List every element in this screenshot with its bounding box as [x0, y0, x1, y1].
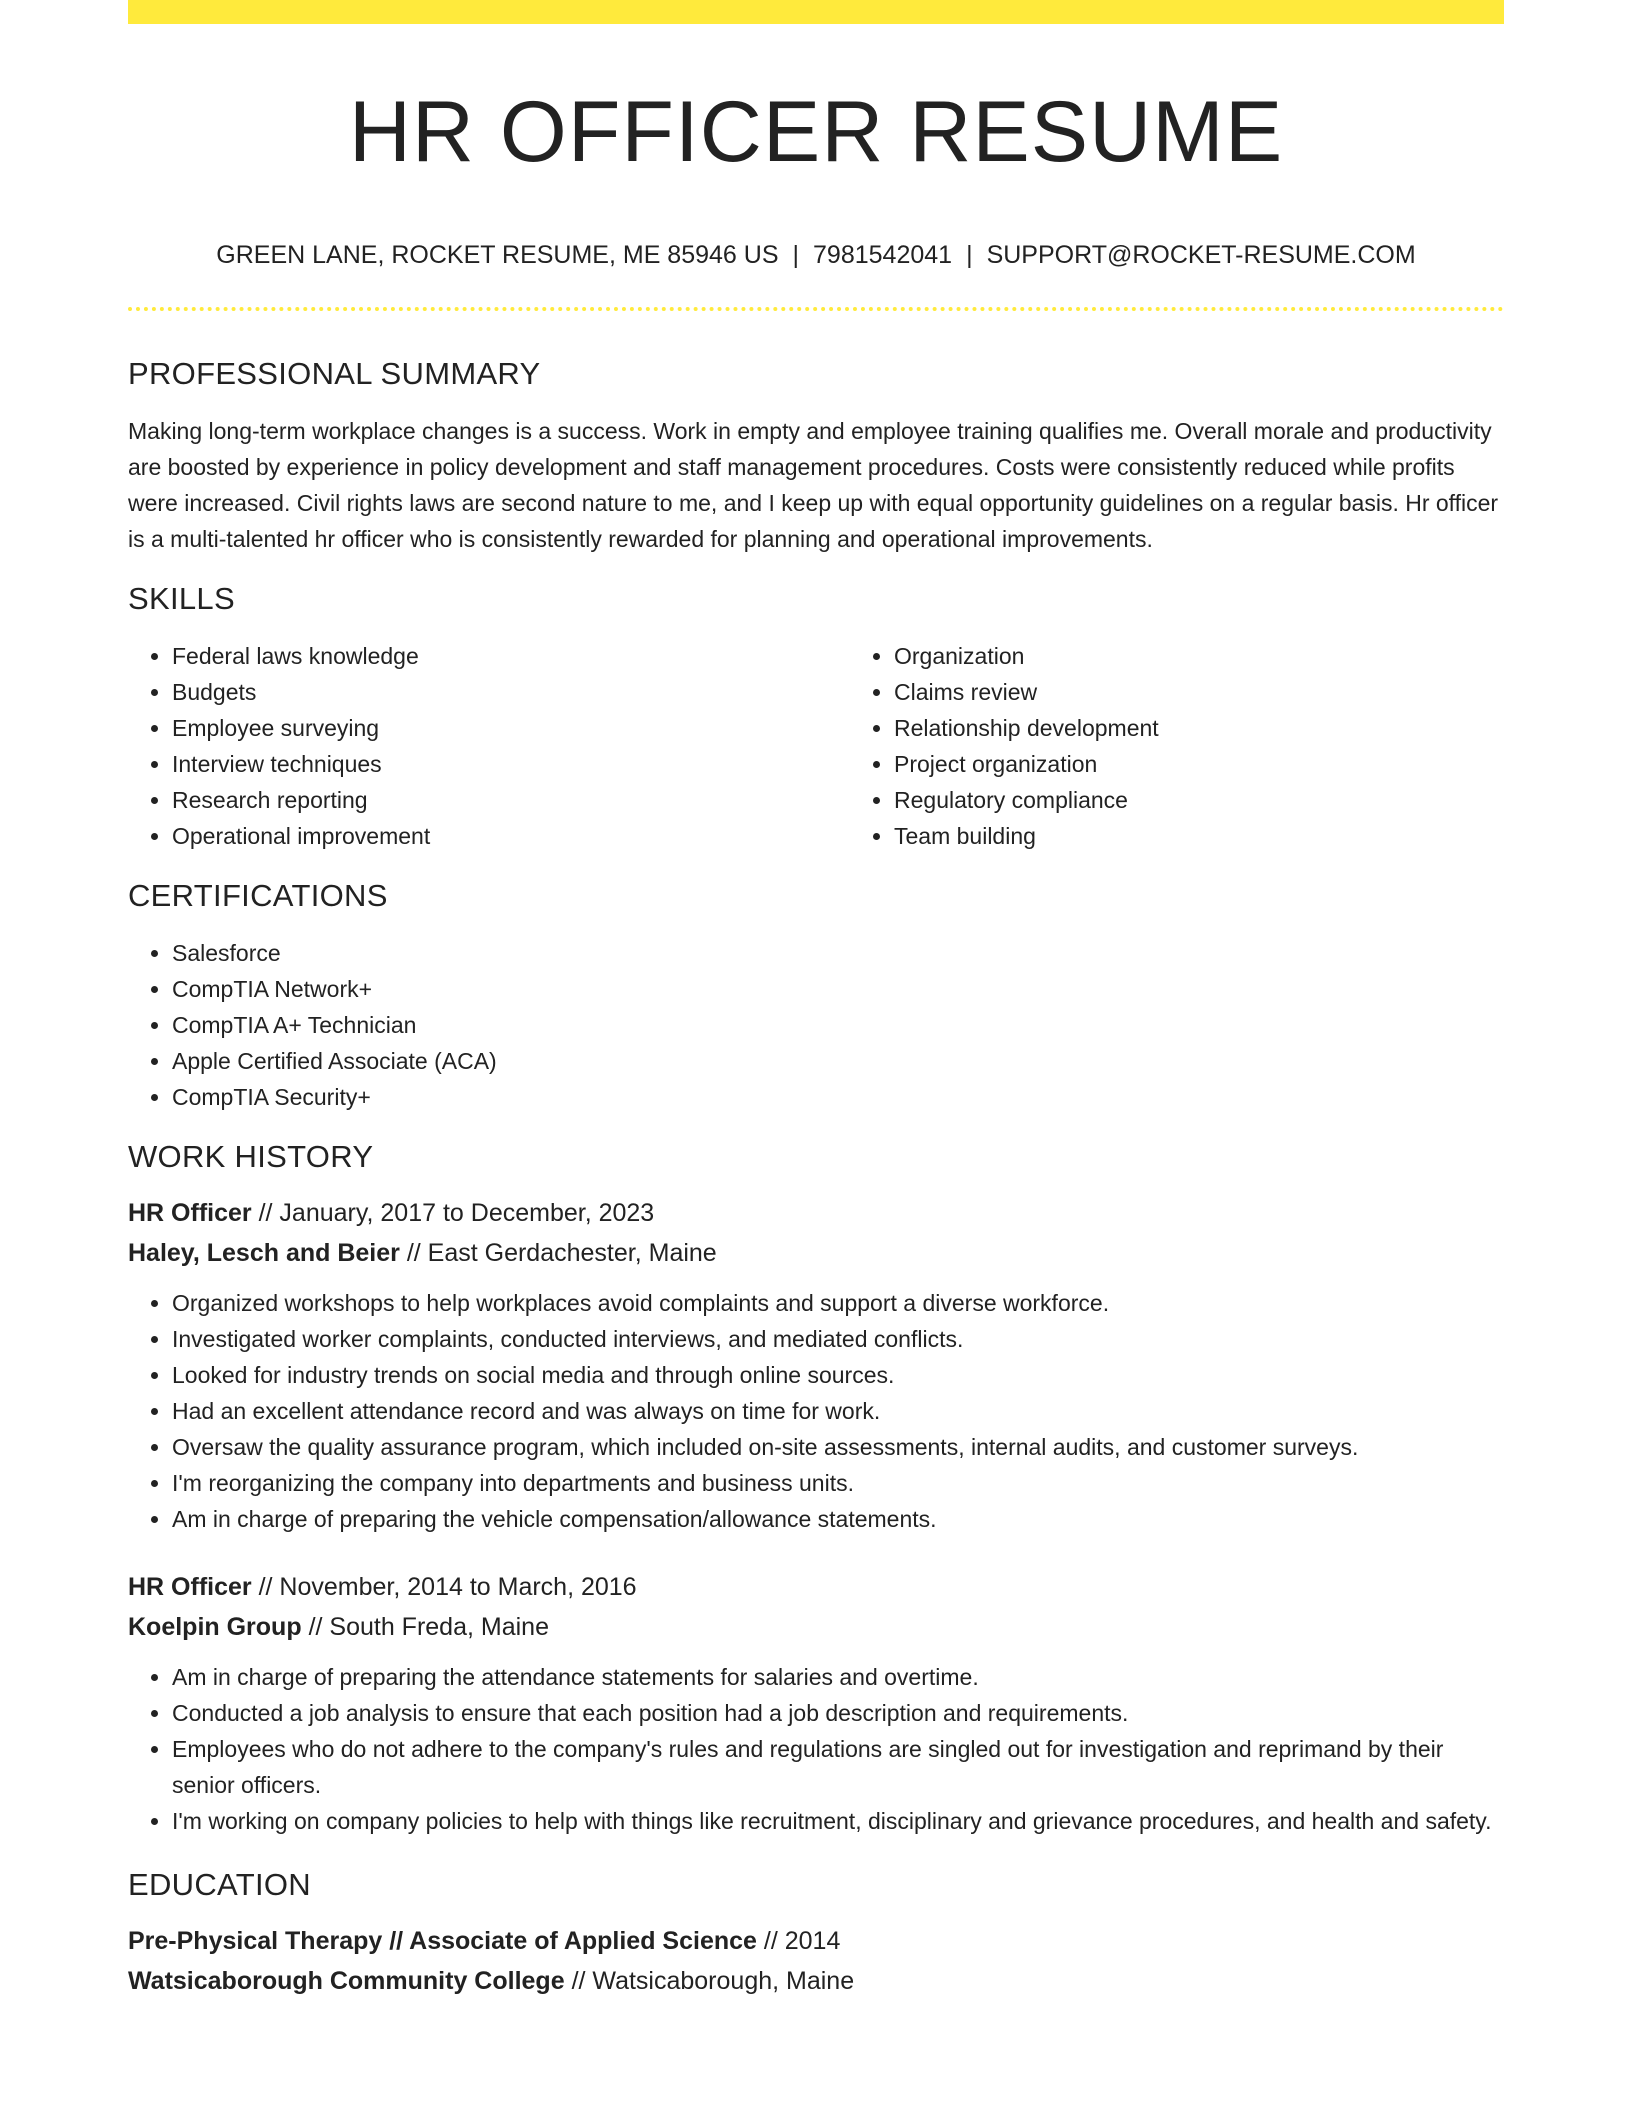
- education-degree-line: [128, 1921, 1504, 1961]
- certification-item: • CompTIA Network+: [172, 971, 1504, 1007]
- skill-item: • Claims review: [894, 674, 1572, 710]
- job-bullet: • Oversaw the quality assurance program, which included on-site assessments, internal audits, and customer surveys.: [172, 1429, 1504, 1465]
- job-location: // East Gerdachester, Maine: [406, 1239, 717, 1267]
- contact-line: [128, 238, 1504, 272]
- skill-item: • Project organization: [894, 746, 1572, 782]
- job-bullets: [128, 1659, 1504, 1839]
- dotted-divider: [128, 307, 1504, 311]
- skill-item: • Research reporting: [172, 782, 850, 818]
- education-school-line: [128, 1961, 1504, 2001]
- education-school: Watsicaborough Community College: [128, 1967, 565, 1995]
- skills-columns: [128, 638, 1504, 854]
- summary-heading: PROFESSIONAL SUMMARY: [128, 356, 541, 391]
- top-accent-bar: [128, 0, 1504, 24]
- job-company: Koelpin Group: [128, 1613, 302, 1641]
- page-title: HR OFFICER RESUME: [348, 84, 1284, 180]
- contact-separator: |: [792, 241, 800, 269]
- job-entry: [128, 1567, 1504, 1839]
- skills-list-right: [850, 638, 1572, 854]
- resume-content: [128, 352, 1504, 2001]
- job-bullet: • Had an excellent attendance record and was always on time for work.: [172, 1393, 1504, 1429]
- job-title-line: [128, 1193, 1504, 1233]
- job-bullet: • Conducted a job analysis to ensure that each position had a job description and requirements.: [172, 1695, 1504, 1731]
- education-heading: EDUCATION: [128, 1867, 311, 1902]
- job-company: Haley, Lesch and Beier: [128, 1239, 400, 1267]
- skill-item: • Interview techniques: [172, 746, 850, 782]
- address-text: GREEN LANE, ROCKET RESUME, ME 85946 US: [216, 241, 779, 269]
- job-bullet: • Am in charge of preparing the vehicle compensation/allowance statements.: [172, 1501, 1504, 1537]
- job-title: HR Officer: [128, 1199, 252, 1227]
- job-company-line: [128, 1607, 1504, 1647]
- skill-item: • Relationship development: [894, 710, 1572, 746]
- skill-item: • Budgets: [172, 674, 850, 710]
- skill-item: • Team building: [894, 818, 1572, 854]
- certifications-heading: CERTIFICATIONS: [128, 878, 388, 913]
- contact-separator: |: [966, 241, 973, 269]
- certifications-list: [128, 935, 1504, 1115]
- work-history-heading: WORK HISTORY: [128, 1139, 374, 1174]
- job-bullet: • Looked for industry trends on social media and through online sources.: [172, 1357, 1504, 1393]
- skill-item: • Regulatory compliance: [894, 782, 1572, 818]
- job-bullet: • Organized workshops to help workplaces avoid complaints and support a diverse workforce.: [172, 1285, 1504, 1321]
- job-bullet: • Am in charge of preparing the attendance statements for salaries and overtime.: [172, 1659, 1504, 1695]
- job-company-line: [128, 1233, 1504, 1273]
- skills-list-left: [128, 638, 850, 854]
- education-entry: [128, 1921, 1504, 2001]
- job-title-line: [128, 1567, 1504, 1607]
- skill-item: • Organization: [894, 638, 1572, 674]
- education-degree: Pre-Physical Therapy // Associate of Applied Science: [128, 1927, 757, 1955]
- job-bullet: • Investigated worker complaints, conducted interviews, and mediated conflicts.: [172, 1321, 1504, 1357]
- skills-heading: SKILLS: [128, 581, 235, 616]
- skill-item: • Operational improvement: [172, 818, 850, 854]
- job-location: // South Freda, Maine: [308, 1613, 549, 1641]
- job-dates: // November, 2014 to March, 2016: [258, 1573, 637, 1601]
- education-location: // Watsicaborough, Maine: [571, 1967, 855, 1995]
- skill-item: • Employee surveying: [172, 710, 850, 746]
- job-bullet: • Employees who do not adhere to the company's rules and regulations are singled out for investigation and reprimand by their senior officers.: [172, 1731, 1504, 1803]
- certification-item: • CompTIA A+ Technician: [172, 1007, 1504, 1043]
- email-text: SUPPORT@ROCKET-RESUME.COM: [986, 241, 1416, 269]
- certification-item: • Apple Certified Associate (ACA): [172, 1043, 1504, 1079]
- resume-page: [128, 0, 1504, 1995]
- job-bullets: [128, 1285, 1504, 1537]
- job-bullet: • I'm reorganizing the company into departments and business units.: [172, 1465, 1504, 1501]
- summary-text: Making long-term workplace changes is a success. Work in empty and employee training qualifies me. Overall morale and productivity are boosted by experience in policy development and staff management procedures. Costs were consistently reduced while profits were increased. Civil rights laws are second nature to me, and I keep up with equal opportunity guidelines on a regular basis. Hr officer is a multi-talented hr officer who is consistently rewarded for planning and operational improvements.: [128, 418, 1499, 552]
- job-bullet: • I'm working on company policies to help with things like recruitment, disciplinary and grievance procedures, and health and safety.: [172, 1803, 1504, 1839]
- skill-item: • Federal laws knowledge: [172, 638, 850, 674]
- job-entry: [128, 1193, 1504, 1537]
- education-year: // 2014: [763, 1927, 841, 1955]
- phone-text: 7981542041: [813, 241, 953, 269]
- certification-item: • Salesforce: [172, 935, 1504, 971]
- certification-item: • CompTIA Security+: [172, 1079, 1504, 1115]
- job-dates: // January, 2017 to December, 2023: [258, 1199, 655, 1227]
- job-title: HR Officer: [128, 1573, 252, 1601]
